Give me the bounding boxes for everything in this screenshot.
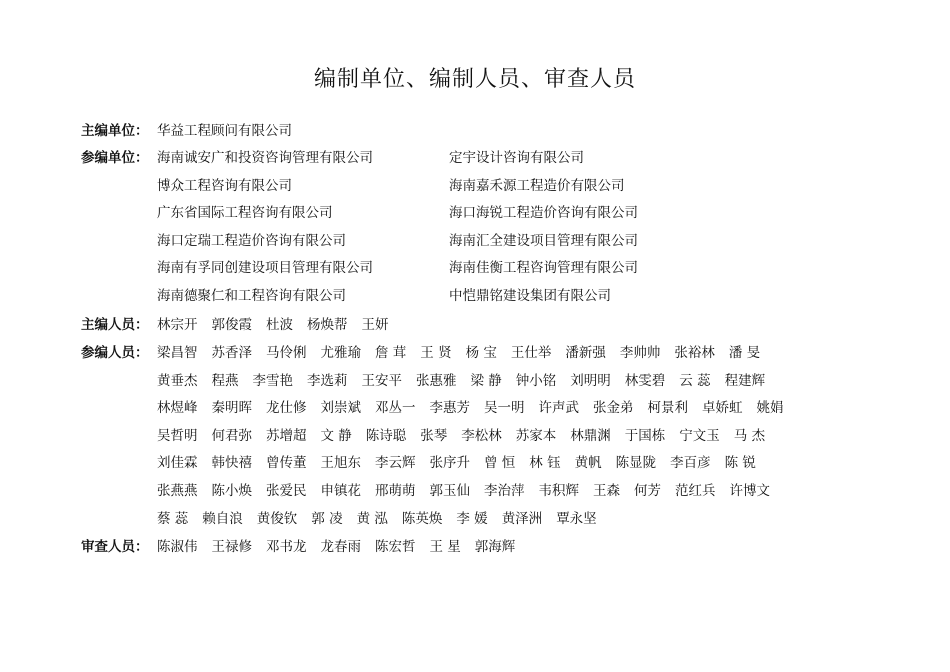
staff-name: 曾 恒 bbox=[484, 455, 516, 472]
staff-name: 王妍 bbox=[361, 317, 389, 333]
participating-unit: 海南有孚同创建设项目管理有限公司 bbox=[157, 260, 373, 277]
staff-name: 黄 泓 bbox=[356, 510, 388, 527]
staff-name: 王安平 bbox=[361, 372, 402, 389]
staff-name: 于国栋 bbox=[624, 427, 666, 444]
staff-name: 宁文玉 bbox=[679, 427, 720, 444]
staff-name: 潘新强 bbox=[565, 345, 606, 361]
staff-name: 程建辉 bbox=[724, 372, 766, 389]
staff-name: 云 蕊 bbox=[679, 372, 711, 389]
participating-unit: 海南佳衡工程咨询管理有限公司 bbox=[449, 260, 638, 277]
staff-name: 陈诗聪 bbox=[365, 427, 407, 444]
staff-name: 林雯碧 bbox=[624, 372, 666, 389]
staff-name: 卓娇虹 bbox=[702, 400, 743, 417]
staff-name: 林宗开 bbox=[157, 317, 198, 333]
staff-name: 范红兵 bbox=[675, 483, 716, 499]
staff-name: 李选莉 bbox=[307, 372, 348, 389]
staff-name: 何芳 bbox=[634, 483, 661, 499]
main-staff-label: 主编人员： bbox=[81, 317, 149, 333]
staff-name: 梁昌智 bbox=[157, 345, 198, 361]
participating-staff-names bbox=[157, 369, 779, 393]
staff-name: 姚娟 bbox=[756, 400, 784, 417]
staff-name: 李帅帅 bbox=[619, 345, 661, 361]
staff-name: 吴哲明 bbox=[157, 427, 198, 444]
staff-name: 潘 旻 bbox=[728, 345, 761, 361]
staff-name: 邢萌萌 bbox=[375, 483, 416, 499]
staff-name: 黄垂杰 bbox=[157, 372, 198, 389]
participating-staff-names bbox=[157, 424, 779, 448]
staff-name: 申镇花 bbox=[320, 483, 361, 499]
staff-name: 王旭东 bbox=[320, 455, 361, 472]
staff-name: 李百彦 bbox=[670, 455, 711, 472]
staff-name: 苏香泽 bbox=[211, 345, 252, 361]
participating-unit: 海南诚安广和投资咨询管理有限公司 bbox=[157, 150, 373, 166]
staff-name: 邓丛一 bbox=[375, 400, 416, 417]
staff-name: 张燕燕 bbox=[157, 483, 198, 499]
staff-name: 刘佳霖 bbox=[157, 455, 198, 472]
staff-name: 郭俊霞 bbox=[211, 317, 252, 333]
participating-staff-names bbox=[157, 396, 798, 420]
staff-name: 马 杰 bbox=[733, 427, 766, 444]
staff-name: 杨焕帮 bbox=[307, 317, 348, 333]
staff-name: 陈 锐 bbox=[724, 455, 756, 472]
staff-name: 程燕 bbox=[211, 372, 239, 389]
participating-unit: 海南德聚仁和工程咨询有限公司 bbox=[157, 288, 346, 304]
staff-name: 林煜峰 bbox=[157, 400, 198, 417]
reviewers-label: 审查人员： bbox=[81, 539, 149, 555]
staff-name: 马伶俐 bbox=[266, 345, 307, 361]
participating-unit: 定宇设计咨询有限公司 bbox=[449, 150, 584, 166]
staff-name: 柯景利 bbox=[647, 400, 688, 417]
staff-name: 黄帆 bbox=[574, 455, 602, 472]
page-title: 编制单位、编制人员、审查人员 bbox=[313, 67, 636, 92]
reviewer-name: 郭海辉 bbox=[474, 539, 516, 555]
staff-name: 陈小焕 bbox=[211, 483, 252, 499]
staff-name: 尤雅瑜 bbox=[320, 345, 361, 361]
participating-staff-names bbox=[157, 341, 774, 365]
staff-name: 钟小铭 bbox=[515, 372, 557, 389]
staff-name: 韩快禧 bbox=[211, 455, 252, 472]
participating-staff-label: 参编人员： bbox=[81, 345, 149, 361]
participating-unit: 海南嘉禾源工程造价有限公司 bbox=[449, 177, 625, 194]
reviewer-name: 陈淑伟 bbox=[157, 539, 198, 555]
reviewer-name: 龙春雨 bbox=[320, 539, 361, 555]
staff-name: 郭玉仙 bbox=[429, 483, 470, 499]
staff-name: 王森 bbox=[593, 483, 620, 499]
main-staff-names bbox=[157, 313, 403, 337]
staff-name: 张惠雅 bbox=[416, 372, 457, 389]
main-unit-label: 主编单位： bbox=[81, 123, 149, 139]
staff-name: 韦积辉 bbox=[538, 483, 579, 499]
participating-staff-names bbox=[157, 507, 611, 531]
participating-staff-names bbox=[157, 479, 784, 503]
reviewer-name: 王禄修 bbox=[211, 539, 252, 555]
reviewer-name: 陈宏哲 bbox=[375, 539, 416, 555]
reviewer-names bbox=[157, 535, 529, 559]
staff-name: 文 静 bbox=[320, 427, 352, 444]
participating-unit: 中恺鼎铭建设集团有限公司 bbox=[449, 288, 611, 304]
staff-name: 李松林 bbox=[461, 427, 502, 444]
reviewer-name: 邓书龙 bbox=[266, 539, 307, 555]
staff-name: 王 贤 bbox=[420, 345, 452, 361]
staff-name: 蔡 蕊 bbox=[157, 510, 189, 527]
staff-name: 许博文 bbox=[729, 483, 770, 499]
staff-name: 张序升 bbox=[429, 455, 470, 472]
staff-name: 杨 宝 bbox=[465, 345, 497, 361]
reviewer-name: 王 星 bbox=[429, 539, 461, 555]
staff-name: 张爱民 bbox=[266, 483, 307, 499]
staff-name: 张裕林 bbox=[674, 345, 715, 361]
staff-name: 李云辉 bbox=[375, 455, 416, 472]
staff-name: 林鼎渊 bbox=[570, 427, 611, 444]
staff-name: 黄泽洲 bbox=[501, 510, 543, 527]
staff-name: 张金弟 bbox=[593, 400, 634, 417]
participating-unit: 广东省国际工程咨询有限公司 bbox=[157, 205, 333, 222]
participating-unit: 海口海锐工程造价咨询有限公司 bbox=[449, 205, 638, 222]
staff-name: 龙仕修 bbox=[266, 400, 307, 417]
staff-name: 覃永坚 bbox=[556, 510, 597, 527]
staff-name: 秦明晖 bbox=[211, 400, 252, 417]
staff-name: 梁 静 bbox=[470, 372, 502, 389]
staff-name: 李惠芳 bbox=[429, 400, 470, 417]
staff-name: 林 钰 bbox=[529, 455, 561, 472]
participating-staff-names bbox=[157, 451, 770, 475]
staff-name: 杜波 bbox=[266, 317, 293, 333]
staff-name: 苏家本 bbox=[515, 427, 557, 444]
staff-name: 李 媛 bbox=[456, 510, 488, 527]
staff-name: 刘明明 bbox=[570, 372, 611, 389]
participating-unit: 海南汇全建设项目管理有限公司 bbox=[449, 232, 638, 249]
staff-name: 郭 凌 bbox=[311, 510, 343, 527]
staff-name: 许声武 bbox=[538, 400, 579, 417]
participating-unit: 海口定瑞工程造价咨询有限公司 bbox=[157, 232, 346, 249]
main-unit-value: 华益工程顾问有限公司 bbox=[157, 123, 292, 139]
staff-name: 何君弥 bbox=[211, 427, 252, 444]
staff-name: 赖自浪 bbox=[202, 510, 243, 527]
staff-name: 李治萍 bbox=[484, 483, 525, 499]
staff-name: 黄俊钦 bbox=[256, 510, 298, 527]
staff-name: 王仕举 bbox=[510, 345, 552, 361]
participating-units-label: 参编单位： bbox=[81, 150, 149, 166]
staff-name: 詹 茸 bbox=[375, 345, 407, 361]
staff-name: 陈显陇 bbox=[615, 455, 657, 472]
participating-unit: 博众工程咨询有限公司 bbox=[157, 177, 292, 194]
staff-name: 刘崇斌 bbox=[320, 400, 361, 417]
staff-name: 曾传董 bbox=[266, 455, 307, 472]
staff-name: 张琴 bbox=[420, 427, 448, 444]
staff-name: 李雪艳 bbox=[252, 372, 293, 389]
staff-name: 苏增超 bbox=[266, 427, 307, 444]
staff-name: 吴一明 bbox=[484, 400, 525, 417]
staff-name: 陈英焕 bbox=[401, 510, 443, 527]
